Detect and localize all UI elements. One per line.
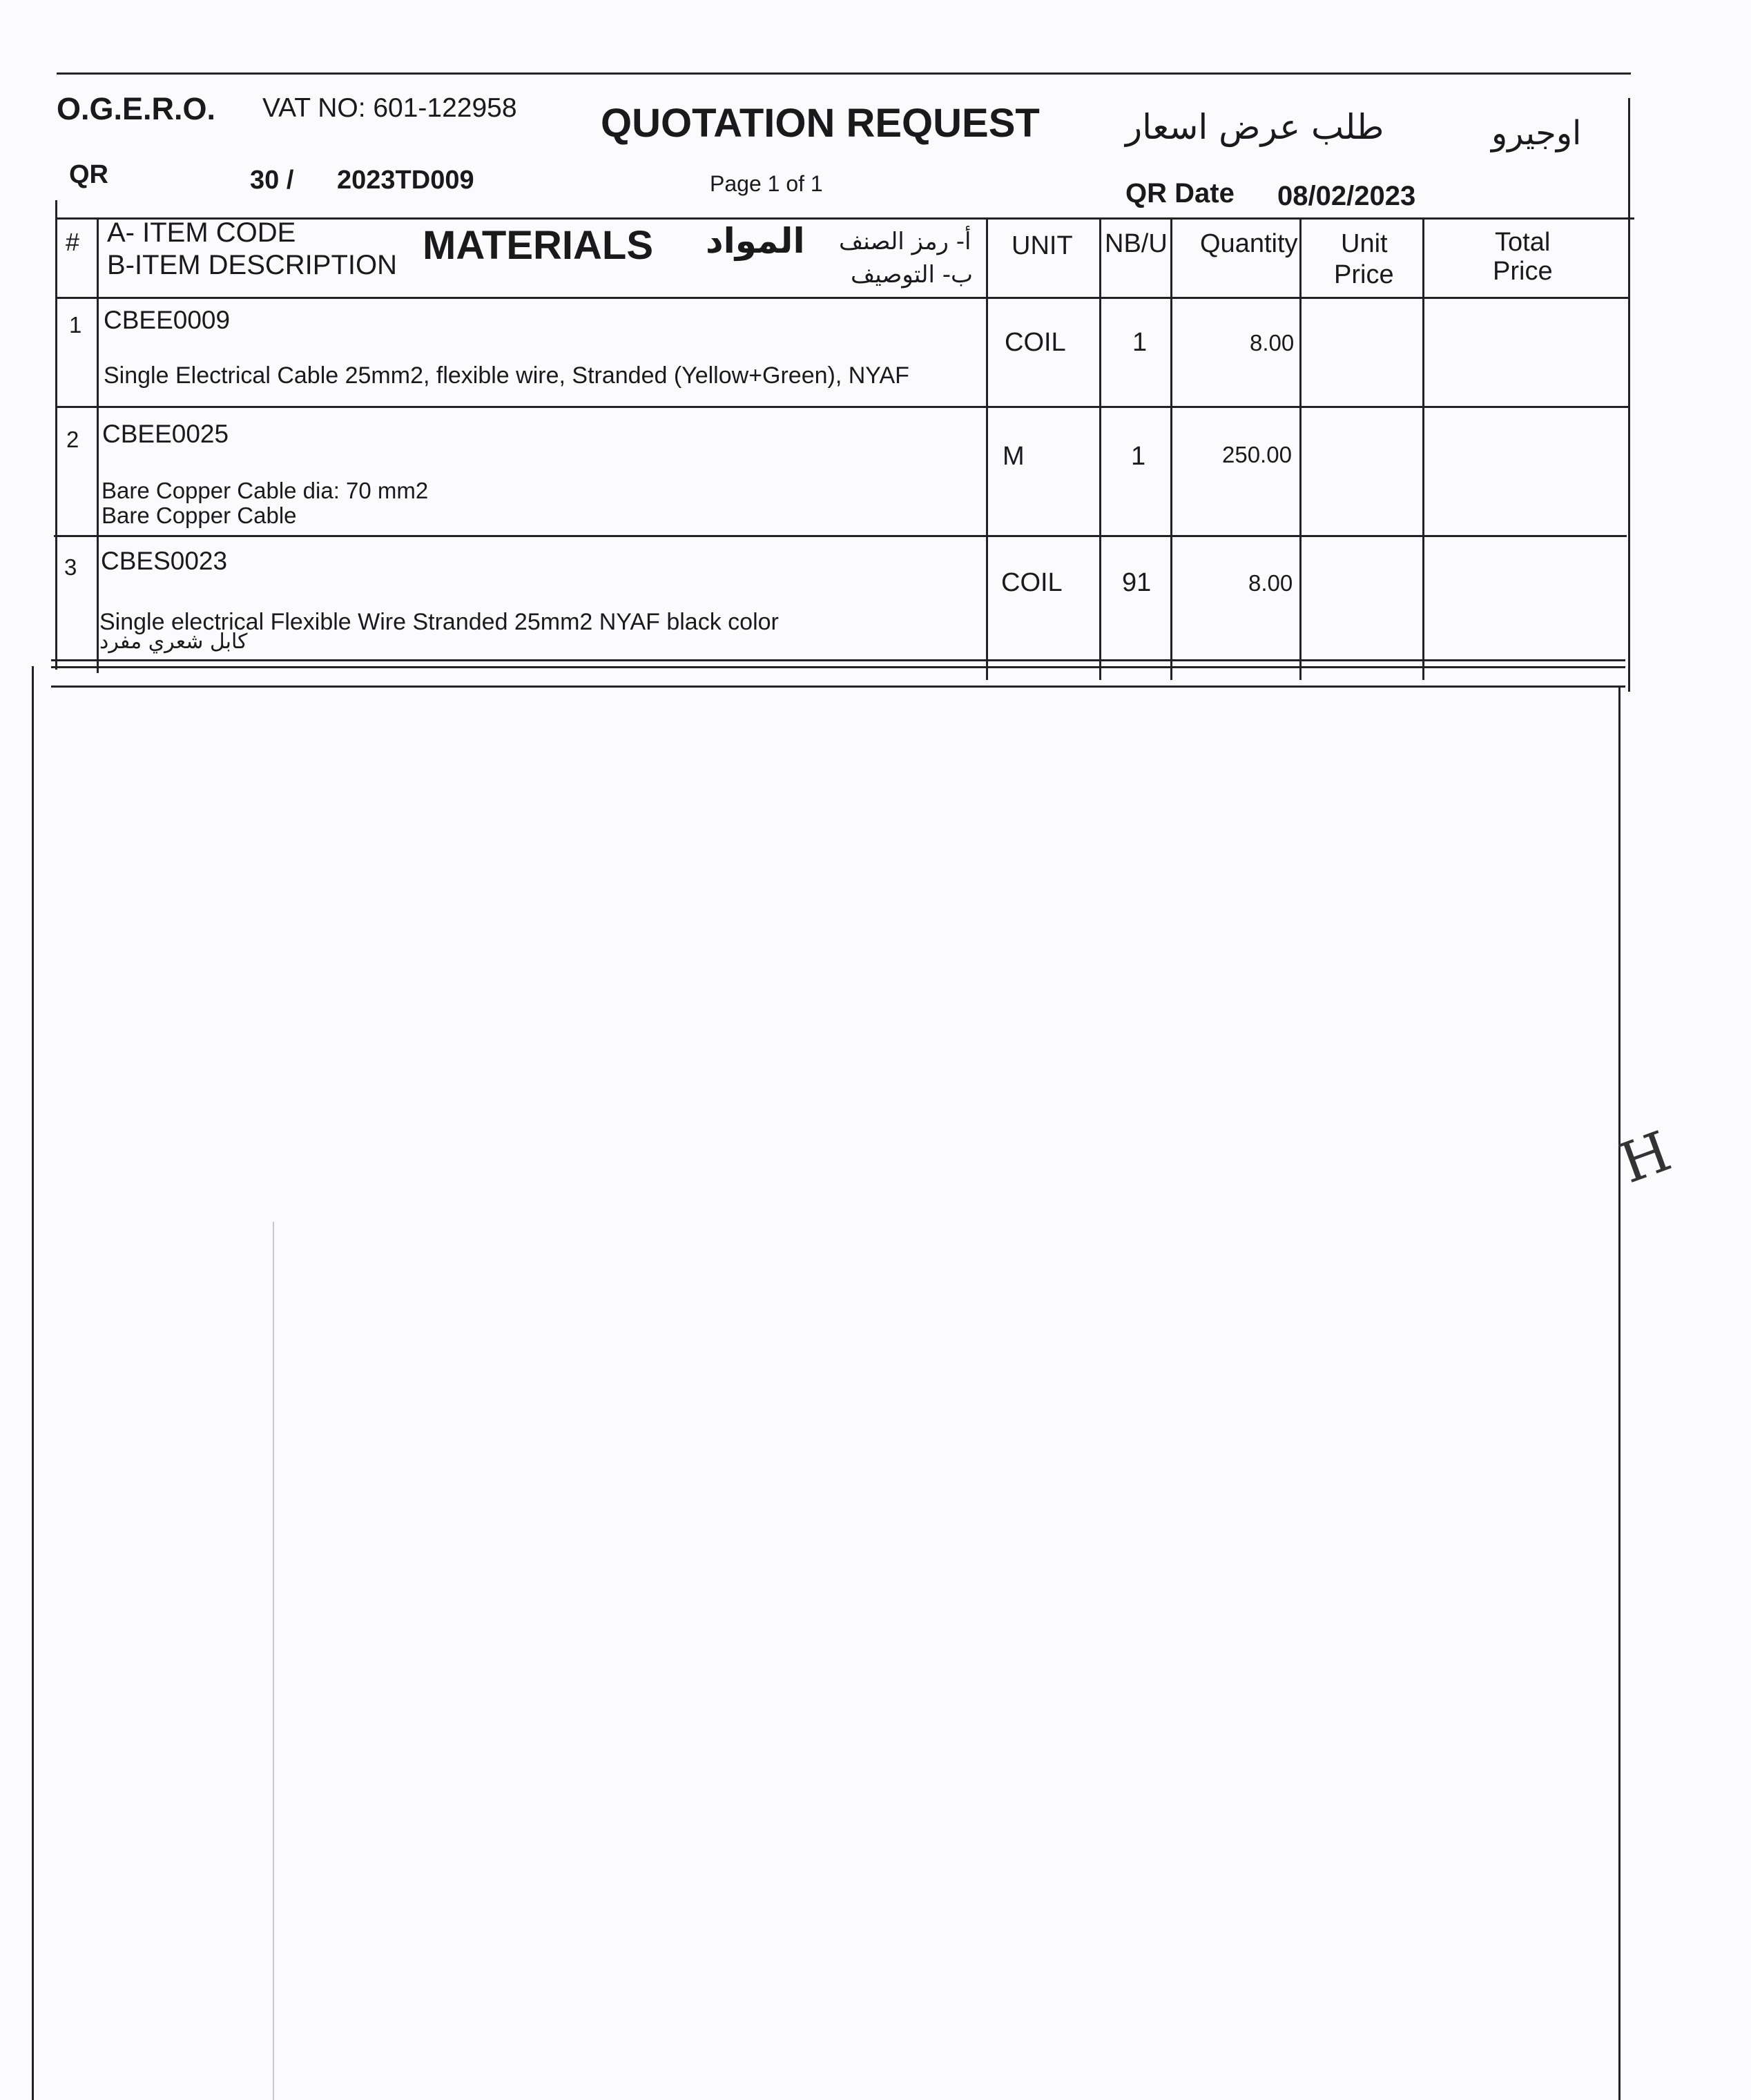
col-divider-qty (1299, 217, 1302, 680)
qr-date-label: QR Date (1125, 178, 1235, 208)
page-indicator: Page 1 of 1 (710, 171, 823, 196)
handwritten-margin-mark: H (1612, 1118, 1679, 1196)
table-row-1-quantity: 8.00 (1250, 330, 1295, 356)
body-inner-line (273, 1222, 274, 2100)
qr-number: 30 / (250, 166, 294, 195)
row2-bottom (54, 535, 1627, 537)
col-header-unit-price-line1: Unit (1341, 229, 1388, 258)
table-row-1-description: Single Electrical Cable 25mm2, flexible wire, Stranded (Yellow+Green), NYAF (104, 362, 909, 389)
table-row-2-nbu: 1 (1131, 442, 1146, 471)
materials-heading-arabic: المواد (706, 221, 805, 261)
table-row-3-num: 3 (64, 554, 77, 580)
table-row-3-description-arabic: كابل شعري مفرد (99, 630, 248, 654)
org-name: O.G.E.R.O. (57, 91, 216, 126)
row1-bottom (55, 406, 1628, 408)
table-bottom-2 (51, 686, 1625, 688)
materials-heading: MATERIALS (423, 223, 654, 268)
table-row-1-num: 1 (69, 312, 82, 338)
col-header-unit-price-line2: Price (1334, 260, 1394, 289)
body-frame-right (1618, 687, 1621, 2100)
col-header-nbu: NB/U (1105, 229, 1168, 258)
table-row-2-description: Bare Copper Cable dia: 70 mm2 (101, 478, 429, 503)
col-header-quantity: Quantity (1200, 229, 1298, 258)
table-row-3-quantity: 8.00 (1248, 570, 1293, 596)
row3-bottom (51, 659, 1625, 661)
col-divider-unit (1099, 217, 1101, 680)
table-row-2-num: 2 (66, 427, 79, 452)
vat-number: VAT NO: 601-122958 (262, 93, 517, 123)
qr-date: 08/02/2023 (1277, 181, 1416, 211)
body-frame-left (32, 666, 34, 2100)
table-row-3-unit: COIL (1001, 568, 1063, 597)
table-bottom (51, 666, 1625, 668)
qr-label: QR (69, 160, 108, 189)
org-name-arabic: اوجيرو (1491, 114, 1582, 153)
table-row-1-unit: COIL (1005, 328, 1066, 357)
col-header-item-description: B-ITEM DESCRIPTION (107, 250, 398, 280)
col-header-item-code: A- ITEM CODE (107, 217, 296, 248)
frame-right-top (1628, 98, 1630, 692)
table-row-1-code: CBEE0009 (104, 306, 231, 334)
table-row-3-code: CBES0023 (101, 547, 228, 575)
col-header-total-price-line1: Total (1495, 228, 1551, 257)
table-row-2-unit: M (1003, 442, 1025, 471)
qr-code: 2023TD009 (337, 166, 474, 195)
col-divider-nbu (1170, 217, 1172, 680)
col-header-unit: UNIT (1012, 231, 1073, 260)
col-divider-item (986, 217, 988, 680)
col-header-num: # (66, 228, 80, 256)
table-row-1-nbu: 1 (1132, 328, 1148, 357)
col-header-total-price-line2: Price (1493, 257, 1553, 286)
frame-top (57, 72, 1631, 75)
col-header-item-description-arabic: ب- التوصيف (851, 261, 974, 289)
document-title-arabic: طلب عرض اسعار (1125, 107, 1384, 147)
table-row-2-description-2: Bare Copper Cable (101, 503, 297, 528)
table-row-3-description: Single electrical Flexible Wire Stranded 25mm2 NYAF black color (99, 609, 779, 635)
col-divider-num (97, 217, 99, 673)
frame-left (55, 200, 57, 670)
col-divider-unit-price (1422, 217, 1424, 680)
table-header-bottom (57, 297, 1629, 299)
col-header-item-code-arabic: أ- رمز الصنف (839, 228, 971, 255)
table-row-2-code: CBEE0025 (102, 420, 229, 448)
table-row-2-quantity: 250.00 (1222, 442, 1292, 467)
table-row-3-nbu: 91 (1122, 568, 1152, 597)
document-title: QUOTATION REQUEST (601, 101, 1040, 146)
